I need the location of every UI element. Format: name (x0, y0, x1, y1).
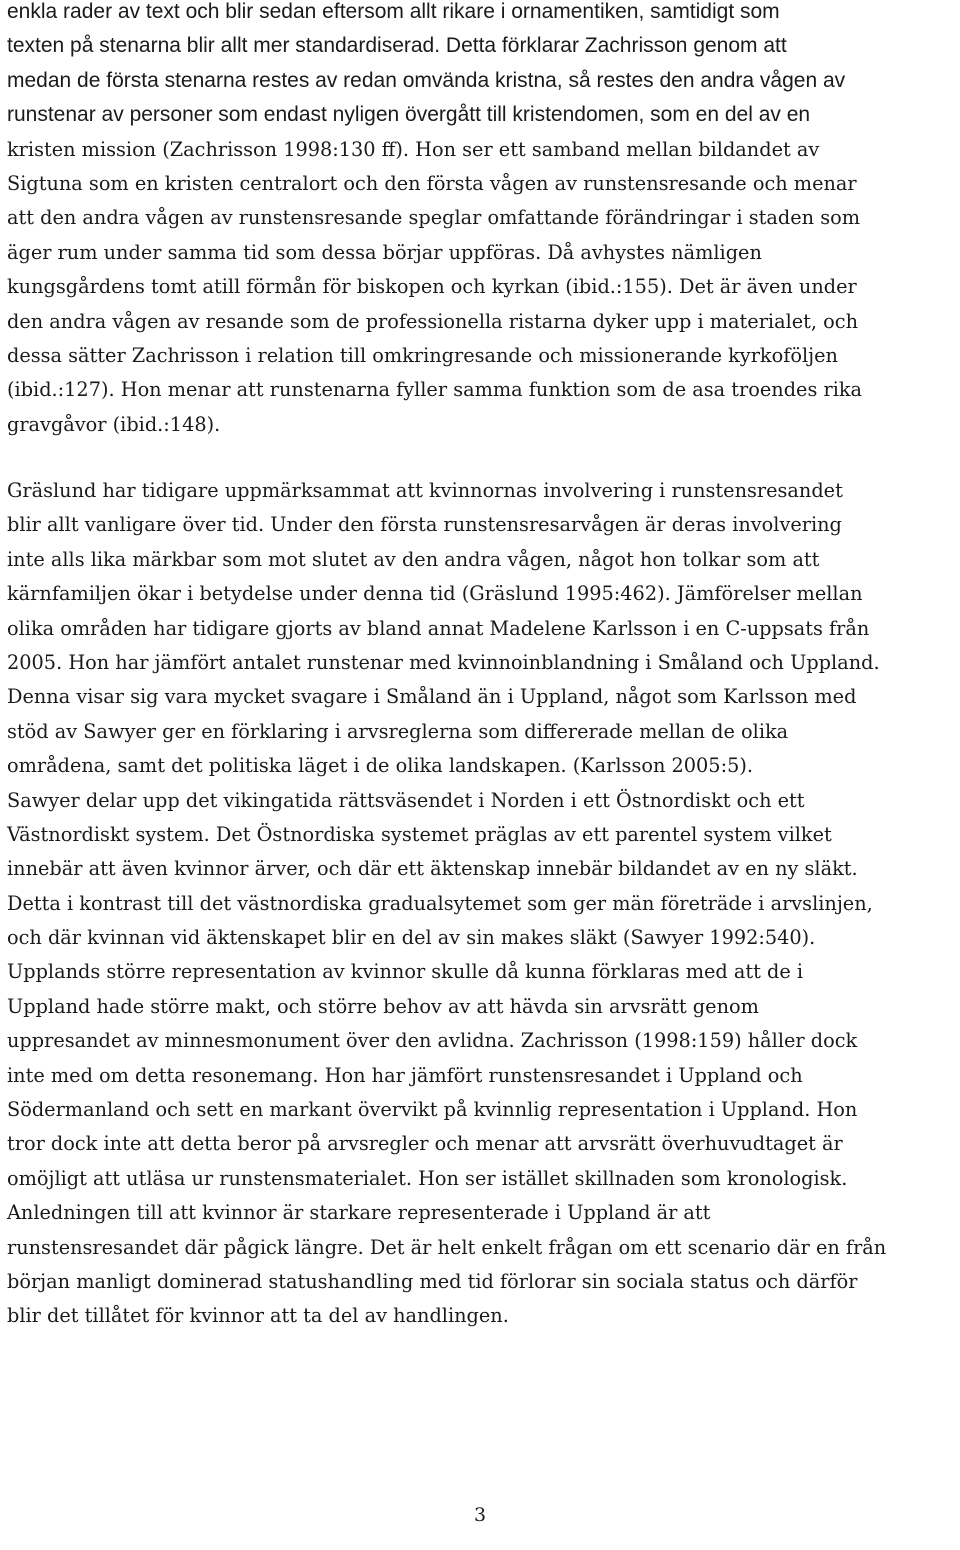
text-line: Upplands större representation av kvinnor skulle då kunna förklaras med att de i (7, 960, 804, 984)
text-line: enkla rader av text och blir sedan eftersom allt rikare i ornamentiken, samtidigt som (7, 0, 780, 23)
text-line: runstenar av personer som endast nyligen övergått till kristendomen, som en del av en (7, 103, 811, 127)
text-line: Denna visar sig vara mycket svagare i Småland än i Uppland, något som Karlsson med (7, 685, 857, 709)
text-line: Gräslund har tidigare uppmärksammat att kvinnornas involvering i runstensresandet (7, 479, 843, 502)
text-line: kärnfamiljen ökar i betydelse under denna tid (Gräslund 1995:462). Jämförelser mellan (7, 582, 863, 606)
text-line: att den andra vågen av runstensresande speglar omfattande förändringar i staden som (7, 206, 860, 230)
text-line: områdena, samt det politiska läget i de olika landskapen. (Karlsson 2005:5). (7, 754, 753, 778)
text-line: kristen mission (Zachrisson 1998:130 ff). Hon ser ett samband mellan bildandet av (7, 137, 820, 161)
text-line: inte med om detta resonemang. Hon har jämfört runstensresandet i Uppland och (7, 1063, 803, 1087)
text-line: och där kvinnan vid äktenskapet blir en del av sin makes släkt (Sawyer 1992:540). (7, 926, 816, 950)
text-line: texten på stenarna blir allt mer standardiserad. Detta förklarar Zachrisson genom att (7, 34, 787, 58)
text-line: blir allt vanligare över tid. Under den första runstensresarvågen är deras involvering (7, 513, 842, 537)
text-line: stöd av Sawyer ger en förklaring i arvsreglerna som differerade mellan de olika (7, 719, 789, 743)
text-line: runstensresandet där pågick längre. Det är helt enkelt frågan om ett scenario där en från (7, 1235, 887, 1259)
text-line: olika områden har tidigare gjorts av bland annat Madelene Karlsson i en C-uppsats från (7, 616, 870, 640)
page-number: 3 (473, 1504, 487, 1526)
paragraph-1 (7, 0, 862, 442)
text-line: Södermanland och sett en markant övervikt på kvinnlig representation i Uppland. Hon (7, 1098, 858, 1122)
text-line: medan de första stenarna restes av redan omvända kristna, så restes den andra vågen av (7, 68, 846, 92)
text-line: innebär att även kvinnor ärver, och där ett äktenskap innebär bildandet av en ny släkt. (7, 857, 858, 881)
text-line: Sigtuna som en kristen centralort och den första vågen av runstensresande och menar (7, 171, 857, 195)
text-line: Anledningen till att kvinnor är starkare representerade i Uppland är att (7, 1201, 711, 1225)
paragraph-2 (7, 474, 886, 1334)
text-line: blir det tillåtet för kvinnor att ta del av handlingen. (7, 1304, 509, 1328)
text-line: 2005. Hon har jämfört antalet runstenar med kvinnoinblandning i Småland och Uppland. (7, 650, 880, 674)
text-line: den andra vågen av resande som de professionella ristarna dyker upp i materialet, och (7, 309, 858, 333)
text-line: Sawyer delar upp det vikingatida rättsväsendet i Norden i ett Östnordiskt och ett (7, 788, 805, 812)
text-line: omöjligt att utläsa ur runstensmaterialet. Hon ser istället skillnaden som kronologisk. (7, 1166, 848, 1190)
text-line: (ibid.:127). Hon menar att runstenarna fyller samma funktion som de asa troendes rika (7, 378, 863, 402)
text-line: Detta i kontrast till det västnordiska gradualsytemet som ger män företräde i arvslinjen, (7, 891, 873, 915)
text-line: Västnordiskt system. Det Östnordiska systemet präglas av ett parentel system vilket (7, 822, 832, 846)
text-line: gravgåvor (ibid.:148). (7, 412, 221, 436)
text-line: början manligt dominerad statushandling med tid förlorar sin sociala status och därför (7, 1269, 858, 1293)
text-line: kungsgårdens tomt atill förmån för biskopen och kyrkan (ibid.:155). Det är även under (7, 275, 857, 299)
text-line: inte alls lika märkbar som mot slutet av den andra vågen, något hon tolkar som att (7, 547, 820, 571)
text-line: dessa sätter Zachrisson i relation till omkringresande och missionerande kyrkoföljen (7, 343, 838, 367)
text-line: Uppland hade större makt, och större behov av att hävda sin arvsrätt genom (7, 994, 759, 1018)
text-line: tror dock inte att detta beror på arvsregler och menar att arvsrätt överhuvudtaget är (7, 1132, 843, 1156)
text-line: äger rum under samma tid som dessa börjar uppföras. Då avhystes nämligen (7, 240, 762, 264)
text-line: uppresandet av minnesmonument över den avlidna. Zachrisson (1998:159) håller dock (7, 1029, 858, 1053)
